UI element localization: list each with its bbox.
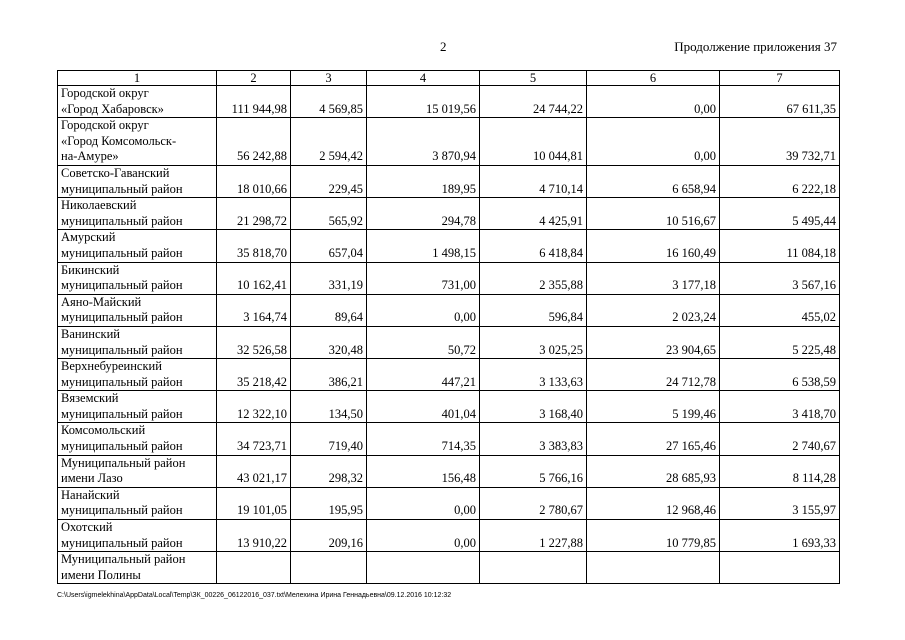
municipality-name-line: Советско-Гаванский — [61, 165, 170, 180]
column-header: 2 — [217, 71, 291, 86]
value-cell: 3 383,83 — [480, 423, 587, 455]
column-header: 6 — [587, 71, 720, 86]
municipality-name-line: Муниципальный район — [61, 552, 186, 567]
value-cell: 3 870,94 — [367, 118, 480, 166]
value-cell: 3 025,25 — [480, 326, 587, 358]
municipality-name-line: Ванинский — [61, 326, 120, 341]
municipality-name-line: Николаевский — [61, 198, 137, 213]
municipality-name-line: имени Полины — [61, 567, 141, 582]
value-cell: 5 495,44 — [720, 198, 840, 230]
value-cell: 15 019,56 — [367, 86, 480, 118]
value-cell: 11 084,18 — [720, 230, 840, 262]
value-cell: 56 242,88 — [217, 118, 291, 166]
value-cell: 565,92 — [291, 198, 367, 230]
value-cell: 657,04 — [291, 230, 367, 262]
value-cell: 401,04 — [367, 391, 480, 423]
value-cell: 3 177,18 — [587, 262, 720, 294]
table-header-row — [58, 71, 840, 86]
municipality-name-cell — [58, 118, 217, 166]
value-cell: 5 225,48 — [720, 326, 840, 358]
municipality-name-cell — [58, 165, 217, 197]
page-number: 2 — [440, 39, 447, 54]
column-header: 5 — [480, 71, 587, 86]
municipality-name-line: «Город Комсомольск- — [61, 133, 177, 148]
value-cell: 2 023,24 — [587, 294, 720, 326]
municipality-name-line: «Город Хабаровск» — [61, 101, 164, 116]
table-body — [58, 86, 840, 584]
value-cell — [367, 552, 480, 584]
municipality-name-cell — [58, 359, 217, 391]
value-cell: 16 160,49 — [587, 230, 720, 262]
value-cell: 3 155,97 — [720, 487, 840, 519]
table-row — [58, 262, 840, 294]
table-row — [58, 487, 840, 519]
municipality-name-cell — [58, 294, 217, 326]
value-cell: 27 165,46 — [587, 423, 720, 455]
municipality-name-line: муниципальный район — [61, 213, 183, 228]
value-cell: 21 298,72 — [217, 198, 291, 230]
municipality-name-line: Охотский — [61, 520, 113, 535]
municipality-name-cell — [58, 326, 217, 358]
municipality-name-line: муниципальный район — [61, 374, 183, 389]
value-cell: 189,95 — [367, 165, 480, 197]
value-cell: 34 723,71 — [217, 423, 291, 455]
table-header — [58, 71, 840, 86]
column-header: 3 — [291, 71, 367, 86]
value-cell: 3 567,16 — [720, 262, 840, 294]
value-cell: 134,50 — [291, 391, 367, 423]
value-cell: 8 114,28 — [720, 455, 840, 487]
municipality-name-cell — [58, 230, 217, 262]
value-cell: 331,19 — [291, 262, 367, 294]
value-cell: 0,00 — [587, 86, 720, 118]
table-row — [58, 165, 840, 197]
municipality-name-cell — [58, 423, 217, 455]
value-cell: 89,64 — [291, 294, 367, 326]
municipality-name-line: Амурский — [61, 230, 116, 245]
value-cell: 731,00 — [367, 262, 480, 294]
value-cell: 12 322,10 — [217, 391, 291, 423]
table-row — [58, 294, 840, 326]
municipality-name-line: муниципальный район — [61, 310, 183, 325]
value-cell: 13 910,22 — [217, 520, 291, 552]
municipality-name-line: Городской округ — [61, 86, 149, 100]
value-cell: 229,45 — [291, 165, 367, 197]
value-cell: 67 611,35 — [720, 86, 840, 118]
municipality-name-line: муниципальный район — [61, 439, 183, 454]
value-cell: 39 732,71 — [720, 118, 840, 166]
value-cell: 4 710,14 — [480, 165, 587, 197]
table-row — [58, 391, 840, 423]
value-cell: 10 044,81 — [480, 118, 587, 166]
value-cell: 10 162,41 — [217, 262, 291, 294]
value-cell: 1 498,15 — [367, 230, 480, 262]
municipality-name-line: Вяземский — [61, 391, 119, 406]
municipality-name-line: муниципальный район — [61, 535, 183, 550]
value-cell: 0,00 — [367, 487, 480, 519]
value-cell: 714,35 — [367, 423, 480, 455]
table-row — [58, 455, 840, 487]
municipality-name-line: Аяно-Майский — [61, 294, 142, 309]
value-cell: 2 355,88 — [480, 262, 587, 294]
municipality-name-line: муниципальный район — [61, 181, 183, 196]
value-cell: 320,48 — [291, 326, 367, 358]
municipality-name-line: Муниципальный район — [61, 455, 186, 470]
value-cell: 2 594,42 — [291, 118, 367, 166]
table-row — [58, 359, 840, 391]
municipality-name-cell — [58, 520, 217, 552]
value-cell: 50,72 — [367, 326, 480, 358]
municipality-name-cell — [58, 552, 217, 584]
value-cell: 3 168,40 — [480, 391, 587, 423]
municipality-name-cell — [58, 391, 217, 423]
value-cell: 4 569,85 — [291, 86, 367, 118]
value-cell: 3 418,70 — [720, 391, 840, 423]
municipality-name-line: муниципальный район — [61, 503, 183, 518]
municipality-name-cell — [58, 487, 217, 519]
budget-table — [57, 70, 840, 584]
value-cell: 1 227,88 — [480, 520, 587, 552]
value-cell: 455,02 — [720, 294, 840, 326]
value-cell: 298,32 — [291, 455, 367, 487]
municipality-name-cell — [58, 262, 217, 294]
value-cell: 1 693,33 — [720, 520, 840, 552]
value-cell: 35 218,42 — [217, 359, 291, 391]
value-cell: 111 944,98 — [217, 86, 291, 118]
value-cell: 10 516,67 — [587, 198, 720, 230]
value-cell: 0,00 — [587, 118, 720, 166]
value-cell: 156,48 — [367, 455, 480, 487]
value-cell: 12 968,46 — [587, 487, 720, 519]
table-row — [58, 552, 840, 584]
value-cell: 2 780,67 — [480, 487, 587, 519]
value-cell: 28 685,93 — [587, 455, 720, 487]
municipality-name-line: Верхнебуреинский — [61, 359, 162, 374]
value-cell: 2 740,67 — [720, 423, 840, 455]
municipality-name-cell — [58, 455, 217, 487]
table-row — [58, 118, 840, 166]
value-cell: 6 538,59 — [720, 359, 840, 391]
appendix-continuation-label: Продолжение приложения 37 — [674, 39, 837, 54]
value-cell: 719,40 — [291, 423, 367, 455]
value-cell: 10 779,85 — [587, 520, 720, 552]
value-cell: 6 222,18 — [720, 165, 840, 197]
value-cell — [291, 552, 367, 584]
municipality-name-line: муниципальный район — [61, 278, 183, 293]
value-cell: 35 818,70 — [217, 230, 291, 262]
value-cell: 294,78 — [367, 198, 480, 230]
value-cell: 3 164,74 — [217, 294, 291, 326]
municipality-name-line: муниципальный район — [61, 245, 183, 260]
municipality-name-line: муниципальный район — [61, 342, 183, 357]
value-cell — [480, 552, 587, 584]
municipality-name-line: Городской округ — [61, 118, 149, 133]
value-cell: 4 425,91 — [480, 198, 587, 230]
municipality-name-cell — [58, 198, 217, 230]
value-cell: 209,16 — [291, 520, 367, 552]
value-cell: 43 021,17 — [217, 455, 291, 487]
municipality-name-cell — [58, 86, 217, 118]
table-row — [58, 326, 840, 358]
value-cell: 386,21 — [291, 359, 367, 391]
table-row — [58, 86, 840, 118]
value-cell — [217, 552, 291, 584]
value-cell: 5 766,16 — [480, 455, 587, 487]
value-cell: 0,00 — [367, 294, 480, 326]
value-cell: 6 418,84 — [480, 230, 587, 262]
column-header: 1 — [58, 71, 217, 86]
value-cell: 195,95 — [291, 487, 367, 519]
value-cell — [587, 552, 720, 584]
value-cell: 18 010,66 — [217, 165, 291, 197]
value-cell — [720, 552, 840, 584]
column-header: 7 — [720, 71, 840, 86]
table-row — [58, 520, 840, 552]
value-cell: 24 712,78 — [587, 359, 720, 391]
value-cell: 32 526,58 — [217, 326, 291, 358]
table-row — [58, 423, 840, 455]
value-cell: 447,21 — [367, 359, 480, 391]
column-header: 4 — [367, 71, 480, 86]
value-cell: 19 101,05 — [217, 487, 291, 519]
municipality-name-line: Бикинский — [61, 262, 120, 277]
value-cell: 6 658,94 — [587, 165, 720, 197]
value-cell: 23 904,65 — [587, 326, 720, 358]
table-row — [58, 198, 840, 230]
municipality-name-line: Нанайский — [61, 487, 120, 502]
value-cell: 24 744,22 — [480, 86, 587, 118]
file-path-footer: C:\Users\igmelekhina\AppData\Local\Temp\ЗК_00226_06122016_037.txt\Мелехина Ирина Геннадьевна\09.12.2016 10:12:32 — [57, 592, 452, 599]
municipality-name-line: на-Амуре» — [61, 149, 119, 164]
value-cell: 5 199,46 — [587, 391, 720, 423]
value-cell: 596,84 — [480, 294, 587, 326]
municipality-name-line: имени Лазо — [61, 471, 123, 486]
municipality-name-line: Комсомольский — [61, 423, 146, 438]
value-cell: 3 133,63 — [480, 359, 587, 391]
municipality-name-line: муниципальный район — [61, 406, 183, 421]
value-cell: 0,00 — [367, 520, 480, 552]
table-row — [58, 230, 840, 262]
